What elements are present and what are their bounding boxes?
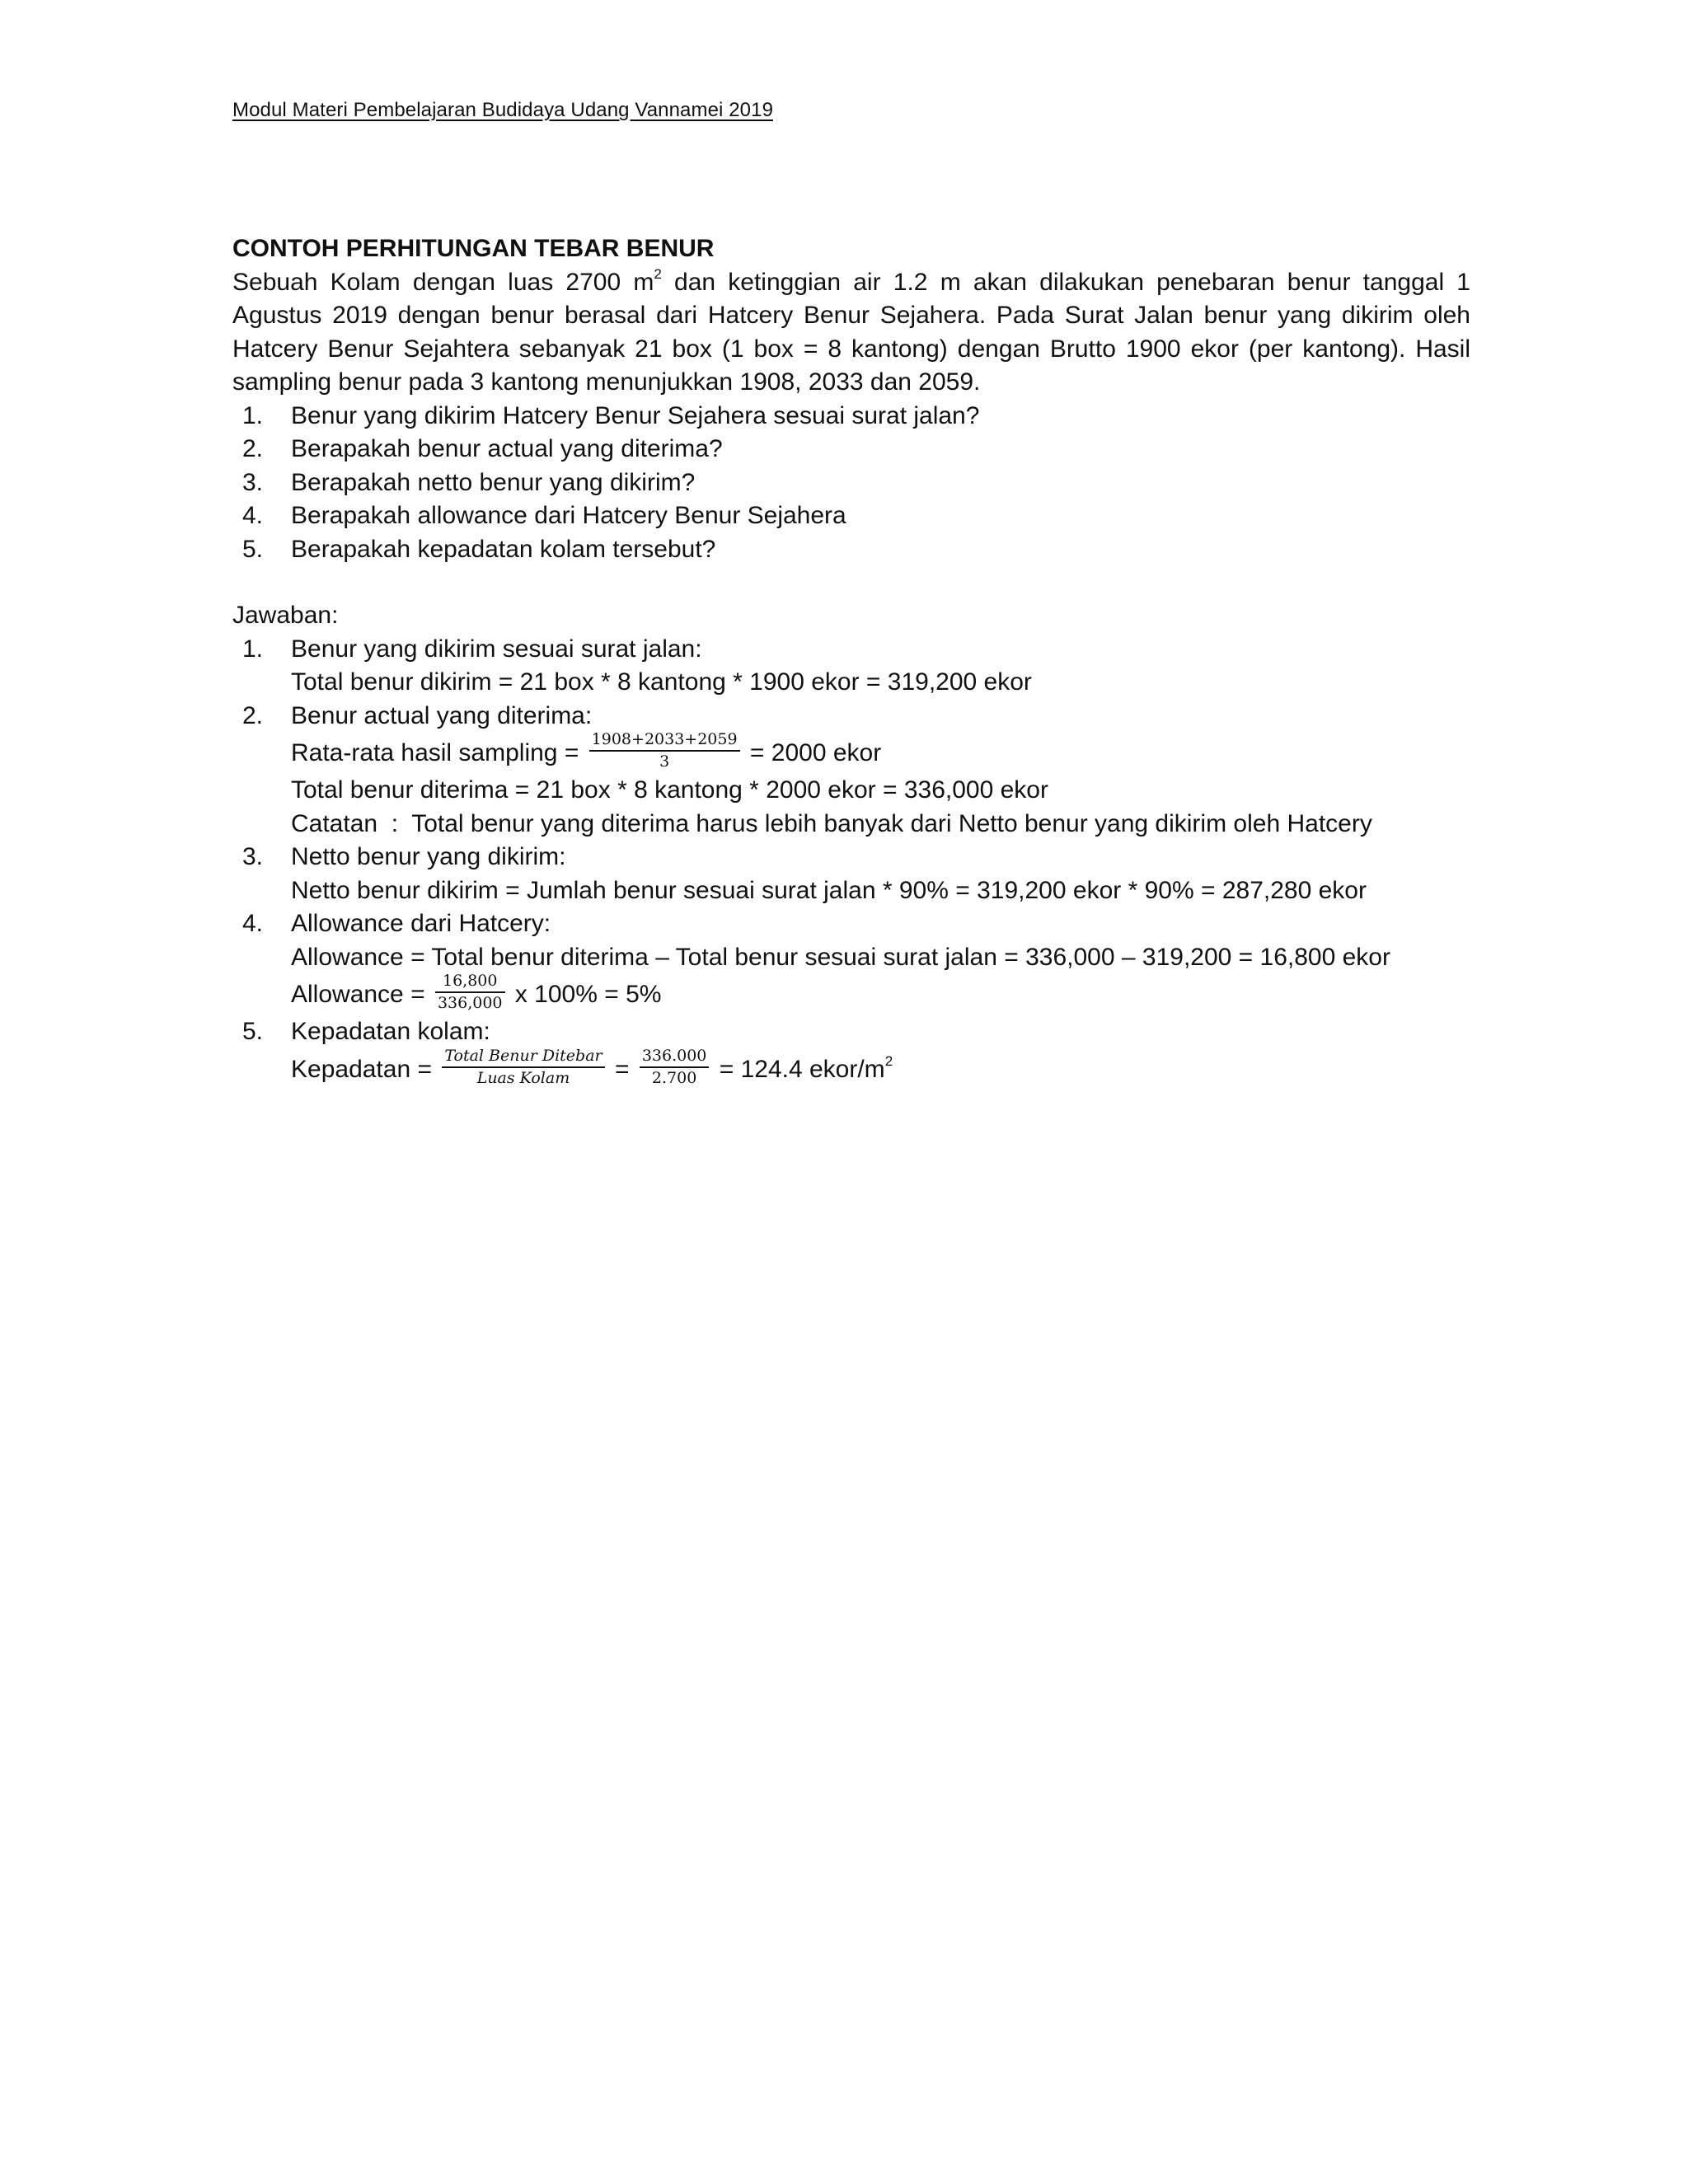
- formula-prefix: Allowance =: [291, 981, 432, 1009]
- superscript: 2: [654, 265, 662, 282]
- spacer: [232, 566, 1470, 599]
- list-number: 2.: [242, 435, 264, 462]
- fraction: [442, 1047, 604, 1087]
- question-item: [232, 433, 1470, 466]
- list-number: 3.: [242, 843, 264, 871]
- intro-text-end: dan ketinggian air 1.2 m akan dilakukan penebaran benur tanggal 1 Agustus 2019 dengan benur berasal dari Hatcery Benur Sejahera. Pada Surat Jalan benur yang dikirim oleh Hatcery Benur Sejahtera sebanyak 21 box (1 box = 8 kantong) dengan Brutto 1900 ekor (per kantong). Hasil sampling benur pada 3 kantong menunjukkan 1908, 2033 dan 2059.: [232, 268, 1470, 396]
- formula-suffix: = 2000 ekor: [743, 739, 882, 766]
- fraction-numerator: Total Benur Ditebar: [442, 1047, 604, 1068]
- superscript: 2: [884, 1052, 893, 1069]
- list-number: 5.: [242, 535, 264, 563]
- formula-suffix: = 124.4 ekor/m: [712, 1055, 885, 1083]
- question-text: Benur yang dikirim Hatcery Benur Sejahera sesuai surat jalan?: [291, 401, 980, 429]
- answer-list: [232, 633, 1470, 1090]
- answer-item-1: [232, 633, 1470, 700]
- question-item: [232, 466, 1470, 500]
- list-number: 3.: [242, 468, 264, 496]
- sampling-formula: [291, 730, 1470, 774]
- answer-item-3: [232, 841, 1470, 907]
- list-number: 1.: [242, 635, 264, 663]
- question-text: Berapakah kepadatan kolam tersebut?: [291, 535, 716, 563]
- fraction-numerator: 1908+2033+2059: [589, 731, 740, 752]
- answer-note: Catatan : Total benur yang diterima harus lebih banyak dari Netto benur yang dikirim oleh Hatcery: [291, 809, 1372, 837]
- list-number: 2.: [242, 701, 264, 729]
- list-number: 4.: [242, 502, 264, 529]
- fraction-denominator: 2.700: [651, 1068, 697, 1087]
- answer-title: Allowance dari Hatcery:: [291, 910, 551, 938]
- list-number: 4.: [242, 910, 264, 938]
- problem-statement: [232, 266, 1470, 400]
- formula-prefix: Rata-rata hasil sampling =: [291, 739, 586, 766]
- answer-item-5: [232, 1015, 1470, 1090]
- answer-line: Allowance = Total benur diterima – Total benur sesuai surat jalan = 336,000 – 319,200 = 16,800 ekor: [291, 943, 1390, 971]
- list-number: 5.: [242, 1018, 264, 1046]
- page-header: Modul Materi Pembelajaran Budidaya Udang Vannamei 2019: [232, 99, 774, 121]
- fraction-numerator: 16,800: [435, 972, 505, 993]
- answer-line: Total benur dikirim = 21 box * 8 kantong * 1900 ekor = 319,200 ekor: [291, 668, 1032, 696]
- fraction-denominator: 3: [659, 752, 670, 771]
- density-formula: [291, 1046, 1470, 1090]
- fraction: [640, 1047, 710, 1087]
- section-title: CONTOH PERHITUNGAN TEBAR BENUR: [232, 235, 715, 262]
- fraction: [589, 731, 740, 771]
- formula-equals: =: [607, 1055, 636, 1083]
- answer-title: Kepadatan kolam:: [291, 1018, 490, 1046]
- intro-text-start: Sebuah Kolam dengan luas 2700 m: [232, 268, 654, 296]
- allowance-formula: [291, 974, 1470, 1015]
- document-body: [232, 232, 1470, 1090]
- fraction-denominator: Luas Kolam: [476, 1068, 570, 1087]
- fraction-denominator: 336,000: [437, 994, 503, 1013]
- question-text: Berapakah allowance dari Hatcery Benur Sejahera: [291, 502, 846, 529]
- question-list: [232, 400, 1470, 567]
- list-number: 1.: [242, 401, 264, 429]
- answer-item-4: [232, 907, 1470, 1015]
- answer-line: Total benur diterima = 21 box * 8 kantong * 2000 ekor = 336,000 ekor: [291, 776, 1048, 804]
- question-text: Berapakah netto benur yang dikirim?: [291, 468, 696, 496]
- question-item: [232, 533, 1470, 567]
- answer-item-2: [232, 700, 1470, 841]
- answers-label: Jawaban:: [232, 602, 339, 629]
- fraction-numerator: 336.000: [640, 1047, 710, 1068]
- formula-suffix: x 100% = 5%: [508, 981, 662, 1009]
- question-item: [232, 400, 1470, 434]
- question-item: [232, 499, 1470, 533]
- answer-title: Netto benur yang dikirim:: [291, 843, 566, 871]
- fraction: [435, 972, 505, 1012]
- formula-prefix: Kepadatan =: [291, 1055, 439, 1083]
- question-text: Berapakah benur actual yang diterima?: [291, 435, 723, 462]
- answer-line: Netto benur dikirim = Jumlah benur sesuai surat jalan * 90% = 319,200 ekor * 90% = 287,280 ekor: [291, 876, 1367, 904]
- answer-title: Benur actual yang diterima:: [291, 701, 593, 729]
- answer-title: Benur yang dikirim sesuai surat jalan:: [291, 635, 702, 663]
